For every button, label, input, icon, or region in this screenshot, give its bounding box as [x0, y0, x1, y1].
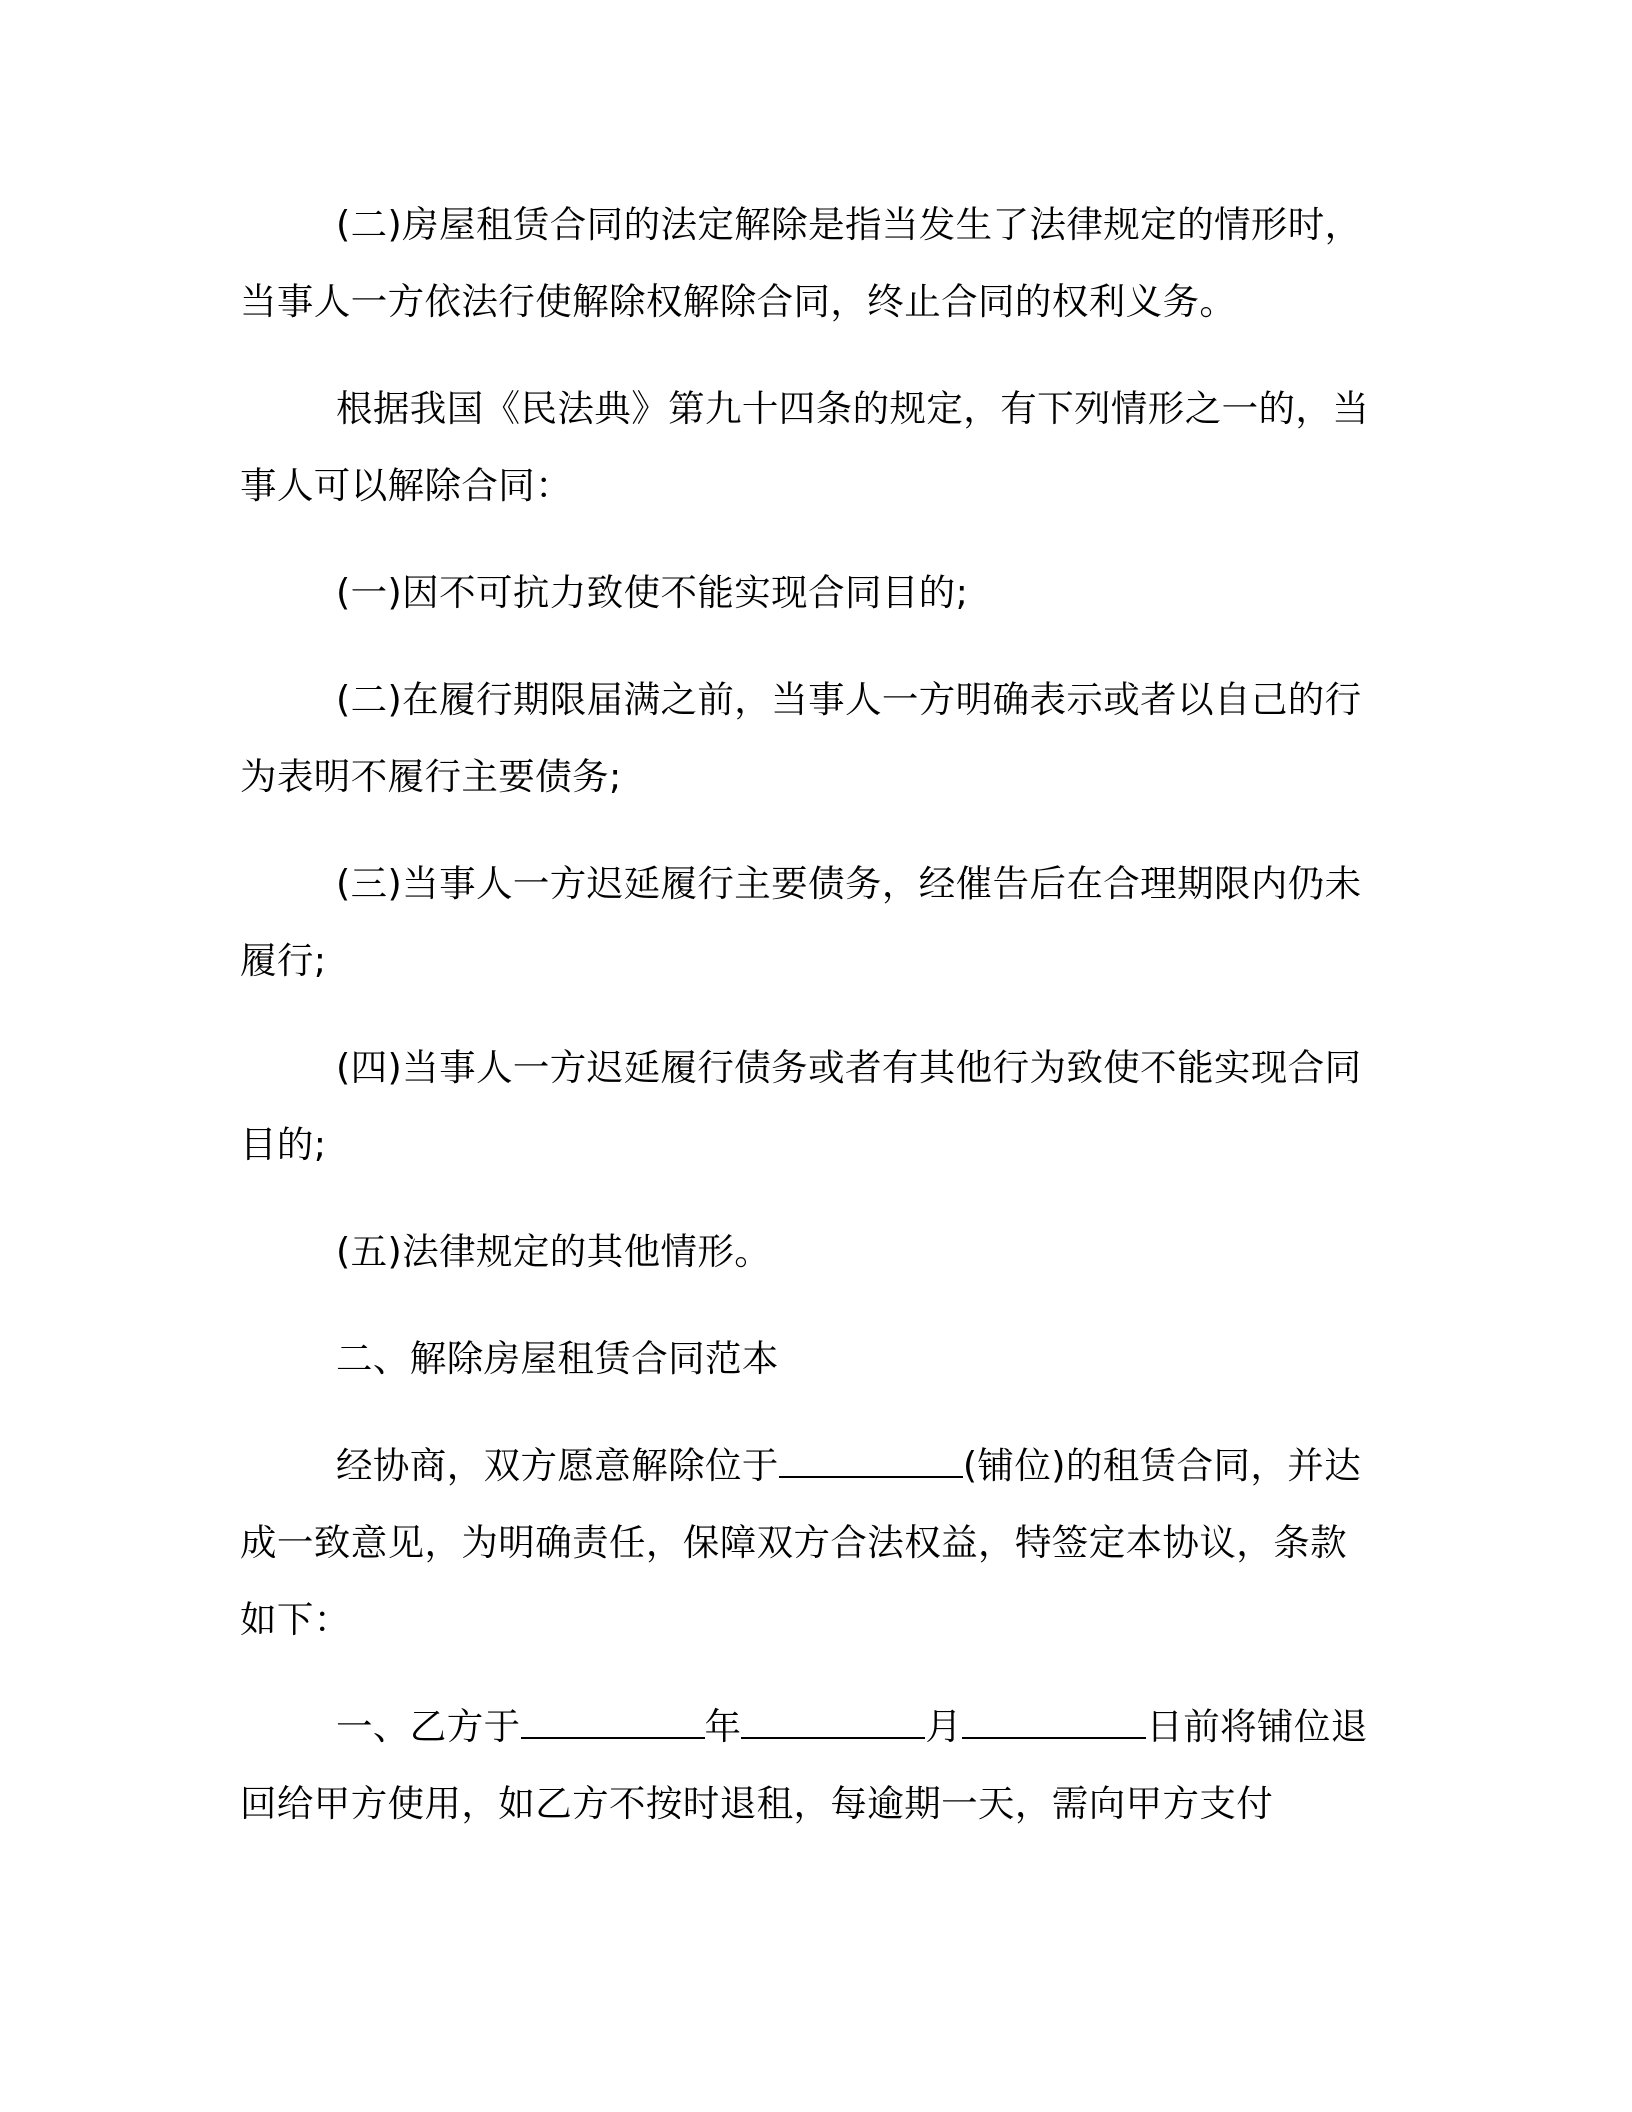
paragraph-item-3: (三)当事人一方迟延履行主要债务，经催告后在合理期限内仍未履行;	[240, 862, 1362, 982]
paragraph-agreement-intro	[240, 1427, 1372, 1658]
year-label: 年	[704, 1705, 742, 1748]
document-body	[240, 186, 1372, 1872]
paragraph-statutory-termination: (二)房屋租赁合同的法定解除是指当发生了法律规定的情形时，当事人一方依法行使解除权解除合同，终止合同的权利义务。	[240, 203, 1362, 323]
address-blank	[779, 1443, 963, 1478]
agreement-intro-rest: (铺位)的租赁合同，并达成一致意见，为明确责任，保障双方合法权益，特签定本协议，条款如下：	[240, 1444, 1362, 1641]
section-heading-template: 二、解除房屋租赁合同范本	[336, 1337, 779, 1380]
month-label: 月	[925, 1705, 963, 1748]
paragraph-item-5: (五)法律规定的其他情形。	[336, 1230, 772, 1273]
clause1-end-text: 日前将铺位退回给甲方使用，如乙方不按时退租，每逾期一天，需向甲方支付	[240, 1705, 1368, 1825]
paragraph-clause-1	[240, 1688, 1372, 1842]
day-blank	[962, 1704, 1146, 1739]
paragraph-civil-code-article: 根据我国《民法典》第九十四条的规定，有下列情形之一的，当事人可以解除合同：	[240, 387, 1370, 507]
paragraph-item-4: (四)当事人一方迟延履行债务或者有其他行为致使不能实现合同目的;	[240, 1046, 1362, 1166]
paragraph-item-1: (一)因不可抗力致使不能实现合同目的;	[336, 571, 969, 614]
agreement-intro-text: 经协商，双方愿意解除位于	[336, 1444, 779, 1487]
year-blank	[521, 1704, 705, 1739]
paragraph-item-2: (二)在履行期限届满之前，当事人一方明确表示或者以自己的行为表明不履行主要债务;	[240, 678, 1362, 798]
month-blank	[741, 1704, 925, 1739]
clause1-start-text: 一、乙方于	[336, 1705, 521, 1748]
